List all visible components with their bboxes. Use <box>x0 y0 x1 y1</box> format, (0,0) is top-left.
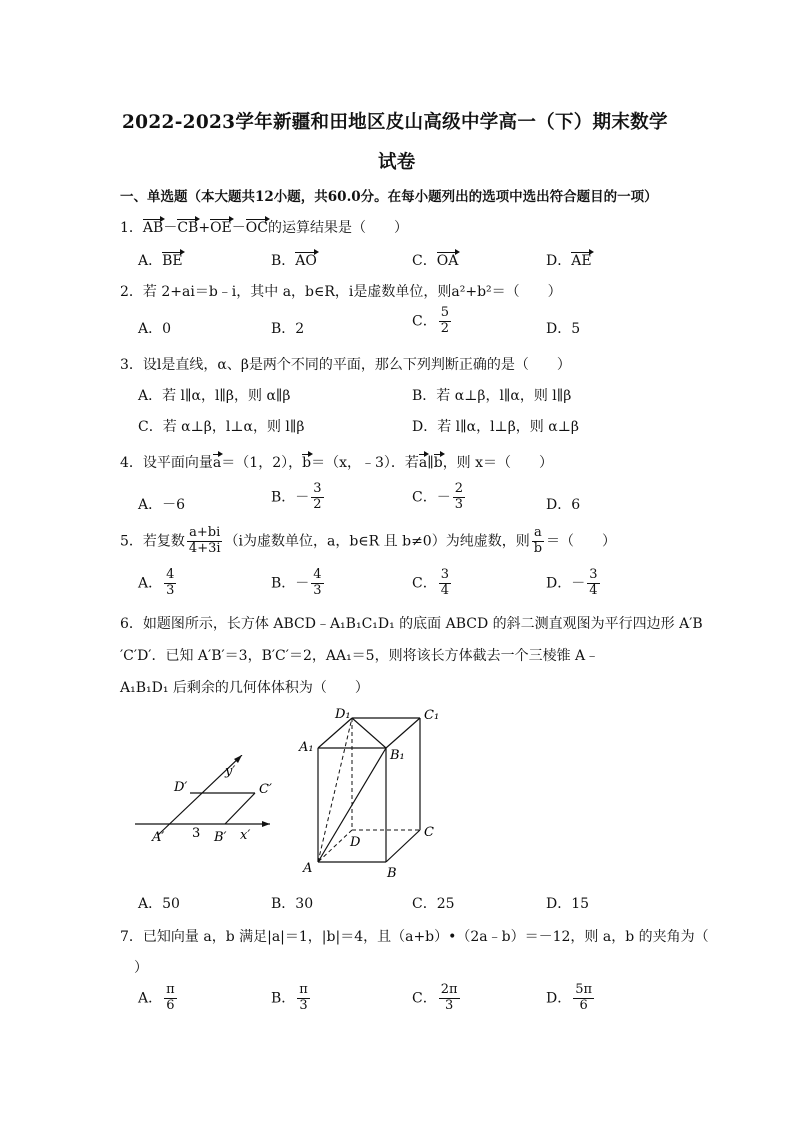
label-b1: B₁ <box>390 748 405 763</box>
question-6: 6．如题图所示，长方体 ABCD﹣A₁B₁C₁D₁ 的底面 ABCD 的斜二测直观图为平行四边形 A′B <box>120 616 703 632</box>
label-c1: C₁ <box>424 708 440 723</box>
label-c: C′ <box>259 782 272 797</box>
label-a1: A₁ <box>299 740 314 755</box>
fraction: $\frac{\pi}{3}$ <box>299 982 308 1013</box>
label-d: D′ <box>174 780 188 795</box>
label-c: C <box>424 825 434 840</box>
label-a: A′ <box>152 830 165 845</box>
option-a[interactable]: A．BE <box>138 253 183 269</box>
label-d: D <box>350 835 361 850</box>
parallelogram-figure <box>130 755 280 850</box>
fraction: $\frac{a}{b}$ <box>533 525 543 556</box>
option-d[interactable]: D．AE <box>546 253 592 269</box>
fraction: $\frac{5}{2}$ <box>440 305 449 336</box>
section-header: 一、单选题（本大题共12小题，共60.0分。在每小题列出的选项中选出符合题目的一项） <box>120 189 658 205</box>
edge-d1b1 <box>352 718 386 748</box>
option-d[interactable]: D．6 <box>546 497 581 513</box>
question-7: 7．已知向量 a，b 满足|a|＝1，|b|＝4，且（a+b）•（2a﹣b）＝－12，则 a，b 的夹角为（ <box>120 929 709 945</box>
option-d[interactable]: D．若 l∥α，l⊥β，则 α⊥β <box>412 419 579 435</box>
fraction: $\frac{a+bi}{4+3i}$ <box>188 525 221 556</box>
option-b[interactable]: B．若 α⊥β，l∥α，则 l∥β <box>412 388 572 404</box>
fraction: $\frac{5\pi}{6}$ <box>575 982 593 1013</box>
question-number: 1． <box>120 220 143 236</box>
question-4: 4．设平面向量a＝（1，2），b＝（x，﹣3）．若a∥b，则 x＝（ ） <box>120 455 554 471</box>
option-d[interactable]: D．15 <box>546 896 590 912</box>
option-c[interactable]: C． $\frac{3}{4}$ <box>412 567 449 598</box>
fraction: $\frac{3}{4}$ <box>589 567 598 598</box>
vector-oc: OC <box>245 220 268 236</box>
page-title: 2022-2023学年新疆和田地区皮山高级中学高一（下）期末数学 <box>122 112 668 133</box>
vector-oa: OA <box>436 253 459 269</box>
option-b[interactable]: B．2 <box>271 321 305 337</box>
fraction: $\frac{4}{3}$ <box>313 567 322 598</box>
option-a[interactable]: A．50 <box>138 896 180 912</box>
edge-bc <box>386 830 420 862</box>
question-1: 1．AB－CB+OE－OC的运算结果是（ ） <box>120 220 408 236</box>
option-c[interactable]: C． $\frac{2\pi}{3}$ <box>412 982 458 1013</box>
label-b: B <box>387 866 397 881</box>
option-c[interactable]: C．－ $\frac{2}{3}$ <box>412 481 463 512</box>
label-d1: D₁ <box>335 707 351 722</box>
option-a[interactable]: A．若 l∥α，l∥β，则 α∥β <box>138 388 291 404</box>
option-a[interactable]: A．－6 <box>138 497 186 513</box>
hidden-edge-da <box>318 830 352 862</box>
fraction: $\frac{2\pi}{3}$ <box>440 982 458 1013</box>
vector-b: b <box>302 455 312 471</box>
label-y: y′ <box>225 764 236 779</box>
vector-be: BE <box>162 253 183 269</box>
label-length: 3 <box>192 826 201 841</box>
edge-cb <box>225 793 255 824</box>
fraction: $\frac{3}{2}$ <box>313 481 322 512</box>
option-b[interactable]: B．30 <box>271 896 314 912</box>
option-a[interactable]: A． $\frac{\pi}{6}$ <box>138 982 175 1013</box>
vector-ao: AO <box>295 253 317 269</box>
vector-ae: AE <box>571 253 592 269</box>
fraction: $\frac{2}{3}$ <box>454 481 463 512</box>
fraction: $\frac{\pi}{6}$ <box>166 982 175 1013</box>
question-6-line3: A₁B₁D₁ 后剩余的几何体体积为（ ） <box>120 680 369 696</box>
option-b[interactable]: B．－ $\frac{3}{2}$ <box>271 481 322 512</box>
vector-a: a <box>212 455 222 471</box>
fraction: $\frac{4}{3}$ <box>166 567 175 598</box>
vector-a: a <box>418 455 428 471</box>
question-3: 3．设l是直线，α、β是两个不同的平面，那么下列判断正确的是（ ） <box>120 357 571 373</box>
option-d[interactable]: D．5 <box>546 321 581 337</box>
edge-c1b1 <box>386 718 420 748</box>
vector-cb: CB <box>177 220 199 236</box>
option-b[interactable]: B． $\frac{\pi}{3}$ <box>271 982 308 1013</box>
option-a[interactable]: A． $\frac{4}{3}$ <box>138 567 175 598</box>
fraction: $\frac{3}{4}$ <box>440 567 449 598</box>
option-b[interactable]: B．AO <box>271 253 317 269</box>
option-c[interactable]: C． $\frac{5}{2}$ <box>412 305 449 336</box>
option-b[interactable]: B．－ $\frac{4}{3}$ <box>271 567 322 598</box>
vector-ab: AB <box>142 220 164 236</box>
question-5: 5．若复数 $\frac{a+bi}{4+3i}$ （i为虚数单位，a，b∈R 且 b≠0）为纯虚数，则 $\frac{a}{b}$ ＝（ ） <box>120 525 617 556</box>
question-2: 2．若 2+ai＝b﹣i，其中 a，b∈R，i是虚数单位，则a²+b²＝（ ） <box>120 284 562 300</box>
option-a[interactable]: A．0 <box>138 321 172 337</box>
option-d[interactable]: D． $\frac{5\pi}{6}$ <box>546 982 593 1013</box>
vector-b: b <box>433 455 443 471</box>
vector-oe: OE <box>210 220 232 236</box>
label-x: x′ <box>240 828 251 843</box>
label-b: B′ <box>214 830 227 845</box>
label-a: A <box>303 861 313 876</box>
option-c[interactable]: C．25 <box>412 896 455 912</box>
question-6-line2: ′C′D′．已知 A′B′＝3，B′C′＝2，AA₁＝5，则将该长方体截去一个三棱锥 A﹣ <box>120 648 600 664</box>
hidden-edge-ad1 <box>318 718 352 862</box>
cuboid-figure <box>295 700 445 885</box>
option-c[interactable]: C．若 α⊥β，l⊥α，则 l∥β <box>138 419 305 435</box>
option-d[interactable]: D．－ $\frac{3}{4}$ <box>546 567 598 598</box>
question-7-line2: ） <box>134 960 148 976</box>
page-title-line2: 试卷 <box>378 152 416 173</box>
option-c[interactable]: C．OA <box>412 253 459 269</box>
edge-d1a1 <box>318 718 352 748</box>
x-axis-arrow <box>262 821 270 827</box>
